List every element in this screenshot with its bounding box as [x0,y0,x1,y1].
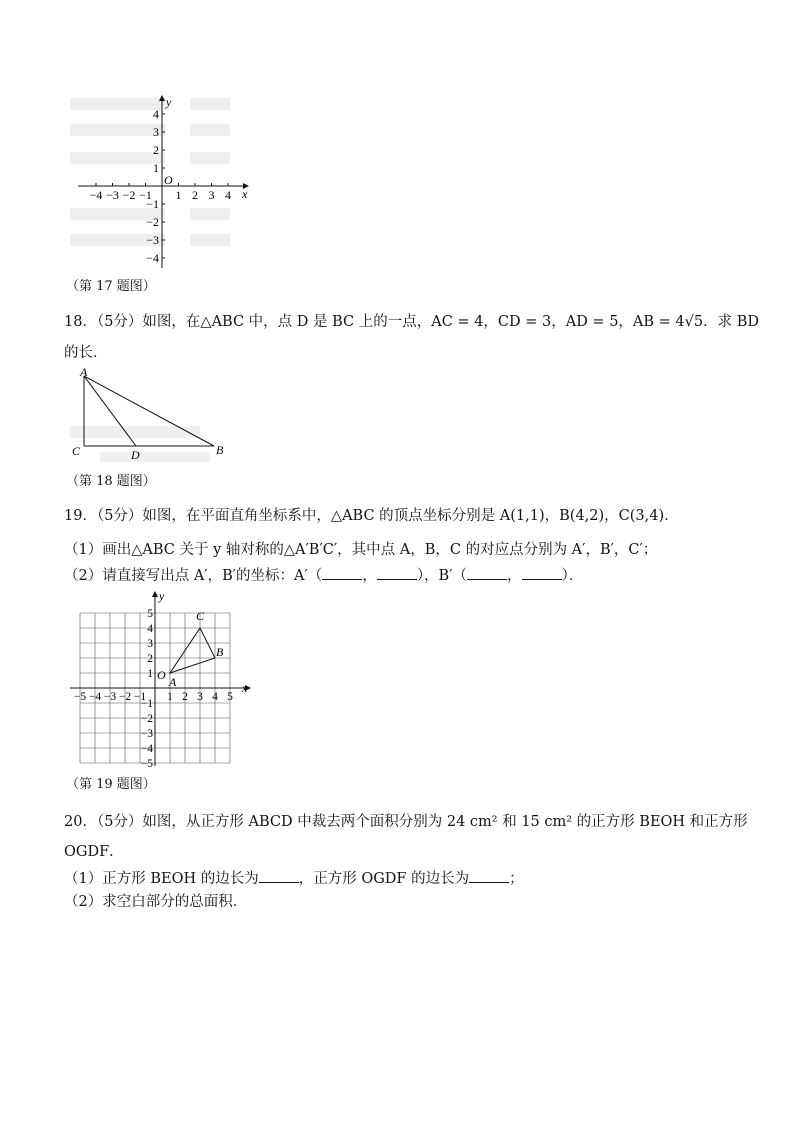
x-tick-label: 4 [225,188,231,202]
y-tick-label: −2 [140,713,153,725]
y-tick-label: 1 [153,161,159,175]
y-tick-label: −1 [140,698,153,710]
q19-line3-end: ）． [561,568,584,584]
point-A-label: A [80,366,88,379]
x-tick-label: −4 [88,691,102,703]
answer-blank-b-x[interactable] [467,565,507,580]
y-tick-label: 4 [147,623,153,635]
figure-17-caption: （第 17 题图） [66,279,156,294]
x-tick-label: −1 [133,691,147,703]
triangle-abc [170,628,215,673]
q19-text-line1: 19．（5分）如图，在平面直角坐标系中，△ABC 的顶点坐标分别是 A(1,1)，B(4,2)，C(3,4)． [64,508,679,524]
q20-line3-end: ； [509,871,524,887]
x-tick-label: −2 [122,188,136,202]
x-tick-label: 1 [175,188,182,202]
x-tick-label: 1 [167,691,173,703]
point-B-label: B [216,645,224,659]
q20-line3-prefix: （1）正方形 BEOH 的边长为 [64,871,259,887]
x-tick-label: −3 [103,691,117,703]
point-B-label: B [216,443,224,457]
answer-blank-b-y[interactable] [522,565,562,580]
point-C-label: C [72,444,81,458]
figure-17-axes [70,92,260,272]
q18-text-line1: 18．（5分）如图，在△ABC 中，点 D 是 BC 上的一点，AC = 4，CD = 3，AD = 5，AB = 4√5．求 BD [64,314,759,330]
y-tick-label: 3 [147,638,153,650]
x-tick-label: 5 [227,691,233,703]
figure-19-caption: （第 19 题图） [66,777,156,792]
figure-18-caption: （第 18 题图） [66,474,156,489]
y-tick-label: 5 [147,608,153,620]
q19-comma-1: ， [362,568,377,584]
y-tick-label: −4 [146,251,159,265]
origin-label: O [164,173,173,187]
x-axis-label: x [242,187,248,201]
x-axis-label: x [242,681,248,695]
answer-blank-a-x[interactable] [322,565,362,580]
x-tick-label: 2 [192,188,198,202]
q20-text-line4: （2）求空白部分的总面积． [64,894,248,910]
q19-line3-mid: ），B′（ [416,568,468,584]
answer-blank-a-y[interactable] [377,565,417,580]
answer-blank-beoh-side[interactable] [259,868,299,883]
origin-label: O [157,668,166,682]
x-tick-label: 4 [212,691,218,703]
y-tick-label: −5 [140,758,153,768]
x-tick-label: −1 [139,188,152,202]
y-tick-label: 2 [147,653,153,665]
q19-text-line3 [64,565,583,586]
q19-text-line2: （1）画出△ABC 关于 y 轴对称的△A′B′C′，其中点 A，B，C 的对应点分别为 A′，B′，C′； [64,542,658,558]
y-tick-label: 1 [147,668,153,680]
x-tick-label: 3 [208,188,215,202]
q20-text-line3 [64,868,524,889]
answer-blank-ogdf-side[interactable] [469,868,509,883]
y-tick-label: −1 [146,197,159,211]
y-tick-label: −4 [140,743,153,755]
y-tick-label: 2 [153,143,159,157]
x-tick-label: 2 [182,691,188,703]
y-axis-label: y [159,590,165,603]
scan-bleed-text [70,426,210,462]
point-D-label: D [131,448,140,462]
y-tick-label: −3 [140,728,153,740]
x-tick-label: −5 [73,691,87,703]
figure-18-triangle [70,366,240,466]
q19-line3-prefix: （2）请直接写出点 A′，B′的坐标：A′（ [64,568,323,584]
x-tick-label: −4 [89,188,103,202]
x-tick-label: −2 [118,691,132,703]
q18-text-line2: 的长． [64,345,108,361]
figure-19-grid [66,590,256,768]
q20-text-line1: 20．（5分）如图，从正方形 ABCD 中裁去两个面积分别为 24 cm² 和 15 cm² 的正方形 BEOH 和正方形 [64,814,748,830]
y-tick-label: −3 [146,233,159,247]
x-tick-label: −3 [106,188,119,202]
y-tick-label: −2 [146,215,159,229]
q19-comma-2: ， [507,568,522,584]
y-tick-label: 3 [153,125,159,139]
y-tick-label: 4 [153,107,159,121]
y-axis-label: y [166,95,172,109]
point-C-label: C [196,609,205,623]
q20-text-line2: OGDF． [64,844,124,860]
point-A-label: A [169,675,177,689]
x-tick-label: 3 [197,691,203,703]
q20-line3-mid: ，正方形 OGDF 的边长为 [298,871,470,887]
